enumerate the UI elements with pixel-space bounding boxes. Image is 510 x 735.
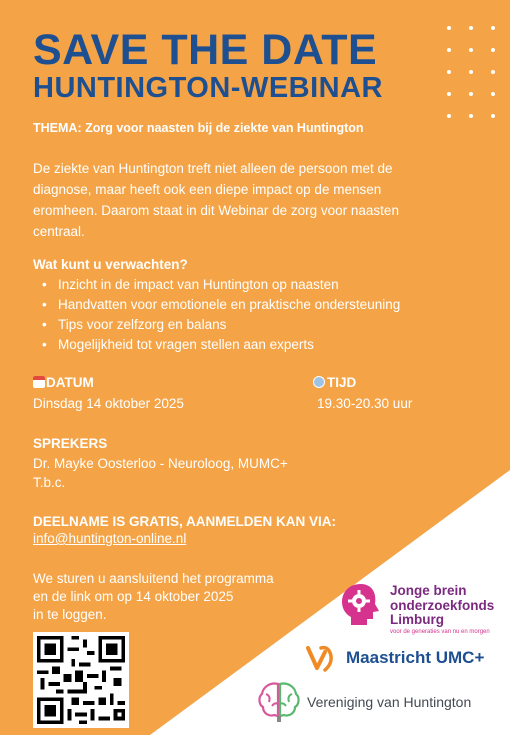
time-label: TIJD [327,375,357,390]
intro-line: centraal. [33,224,85,239]
expect-list [42,275,400,355]
vvh-logo-text: Vereniging van Huntington [307,694,472,710]
mumc-logo-icon [305,644,343,674]
closing-line: We sturen u aansluitend het programma [33,571,274,586]
clock-icon [313,376,325,388]
title-webinar: HUNTINGTON-WEBINAR [33,72,383,104]
jbo-logo-line: Jonge brein [390,583,467,598]
qr-code[interactable] [33,632,129,728]
date-label: DATUM [46,375,94,390]
email-link[interactable]: info@huntington-online.nl [33,531,187,546]
closing-text [33,570,274,624]
mumc-logo-text: Maastricht UMC+ [346,648,485,667]
time-heading [313,375,356,390]
list-item: • Tips voor zelfzorg en balans [42,315,400,335]
registration-heading: DEELNAME IS GRATIS, AANMELDEN KAN VIA: [33,514,337,529]
intro-line: diagnose, maar heeft ook een diepe impact op de mensen [33,182,382,197]
speakers-heading: SPREKERS [33,436,108,451]
list-item: • Handvatten voor emotionele en praktische ondersteuning [42,295,400,315]
calendar-icon [33,376,45,388]
speaker-item: Dr. Mayke Oosterloo - Neuroloog, MUMC+ [33,456,288,471]
brain-icon [256,678,302,724]
closing-line: en de link om op 14 oktober 2025 [33,589,234,604]
speaker-item: T.b.c. [33,475,66,490]
brain-gear-icon [337,580,385,628]
intro-line: De ziekte van Huntington treft niet alleen de persoon met de [33,161,393,176]
closing-line: in te loggen. [33,607,107,622]
date-heading [33,375,94,390]
date-value: Dinsdag 14 oktober 2025 [33,396,184,411]
expect-heading: Wat kunt u verwachten? [33,257,188,272]
intro-paragraph [33,158,473,242]
intro-line: eromheen. Daarom staat in dit Webinar de zorg voor naasten [33,203,399,218]
jbo-logo-line: onderzoekfonds [390,597,495,613]
jbo-logo-line: Limburg [390,612,444,627]
jbo-logo-text [390,584,494,628]
time-value: 19.30-20.30 uur [317,396,413,411]
list-item: • Inzicht in de impact van Huntington op naasten [42,275,400,295]
jbo-logo-tagline: voor de generaties van nu en morgen [390,629,490,635]
theme-line: THEMA: Zorg voor naasten bij de ziekte van Huntington [33,121,364,135]
title-save-the-date: SAVE THE DATE [33,26,378,74]
list-item: • Mogelijkheid tot vragen stellen aan experts [42,335,400,355]
decorative-dots [447,26,495,118]
